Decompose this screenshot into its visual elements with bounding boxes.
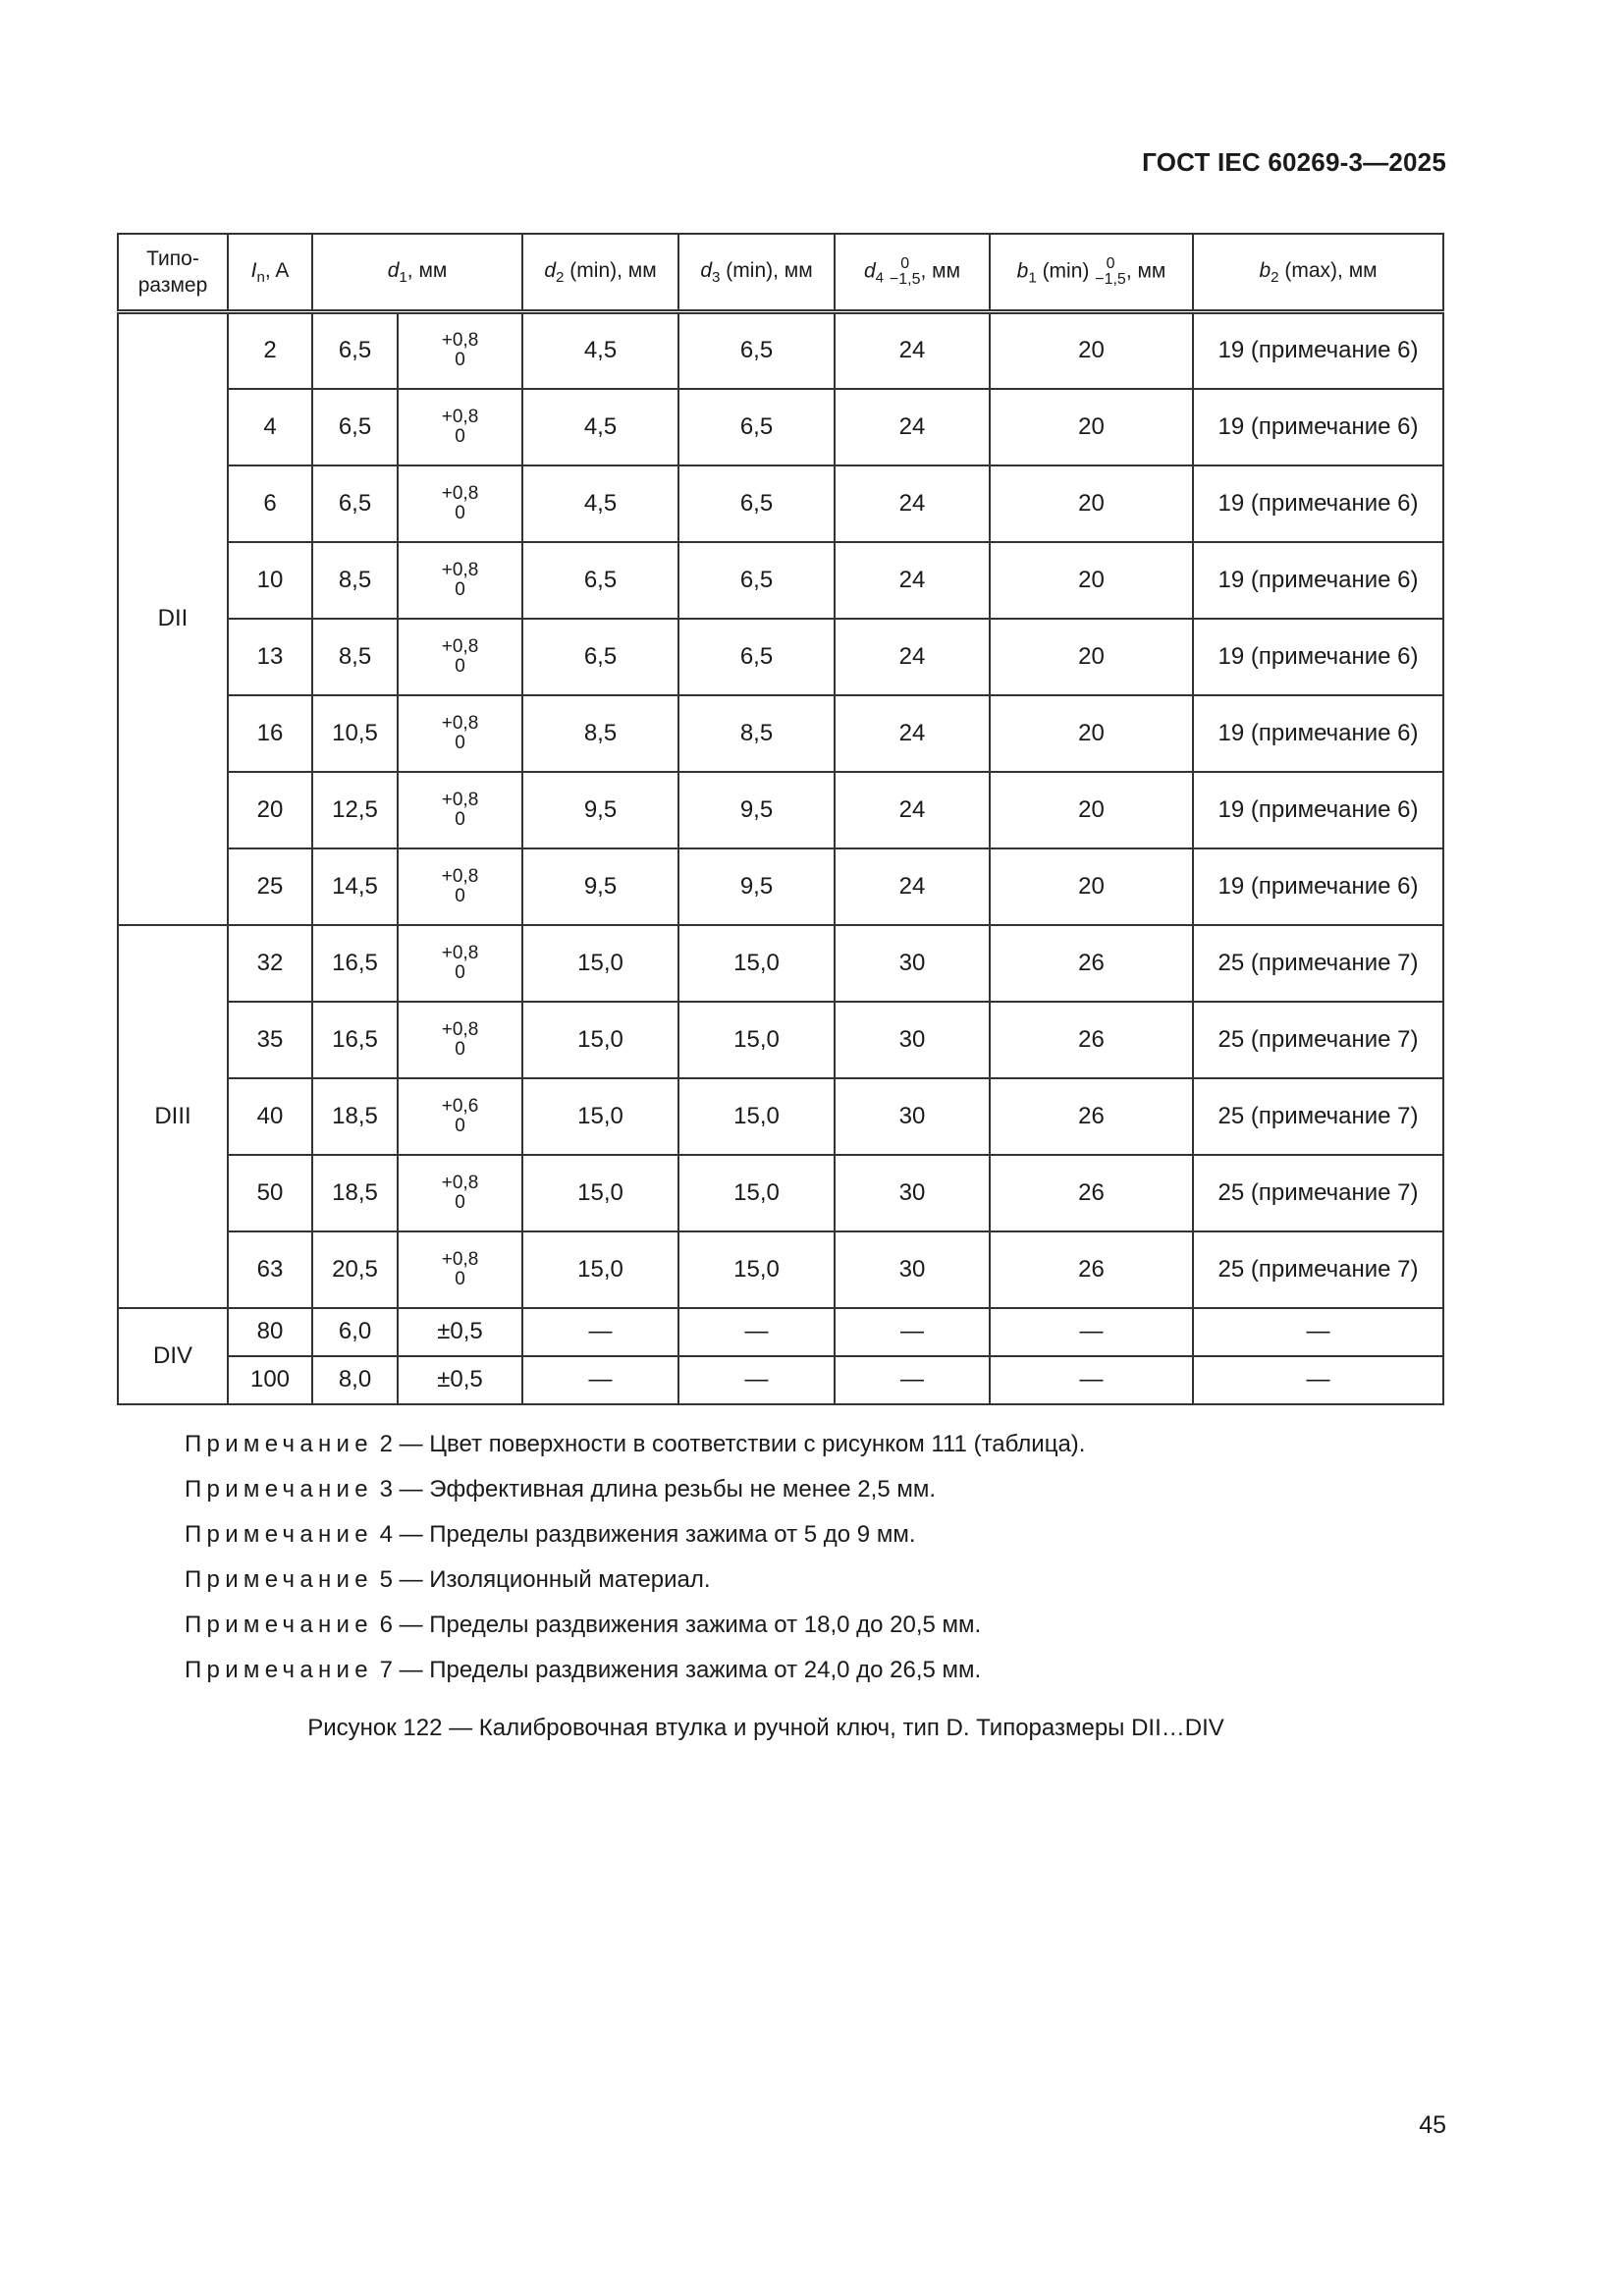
b1-cell: 20 (990, 465, 1193, 542)
note-label: Примечание (185, 1521, 373, 1548)
tolerance-fraction (442, 867, 479, 906)
b2-cell: — (1193, 1356, 1443, 1404)
d4-cell: — (835, 1356, 990, 1404)
tolerance-upper: +0,6 (441, 1095, 479, 1117)
notes-list (185, 1422, 1085, 1693)
tolerance-fraction (442, 1174, 479, 1213)
tolerance-lower: 0 (455, 425, 465, 447)
b2-cell: — (1193, 1308, 1443, 1356)
d1-value-cell: 16,5 (312, 1002, 398, 1078)
tolerance-upper: +0,8 (441, 712, 479, 734)
note-text: 2 — Цвет поверхности в соответствии с рисунком 111 (таблица). (379, 1431, 1086, 1457)
tolerance-lower: 0 (455, 885, 465, 906)
d2-cell: 6,5 (522, 619, 678, 695)
d4-cell: 24 (835, 848, 990, 925)
d4-cell: — (835, 1308, 990, 1356)
table-row (118, 848, 1443, 925)
tolerance-fraction (442, 1250, 479, 1289)
note-text: 4 — Пределы раздвижения зажима от 5 до 9 мм. (379, 1521, 916, 1548)
d3-cell: 9,5 (678, 772, 835, 848)
table-header-row (118, 234, 1443, 312)
tolerance-fraction (442, 331, 479, 370)
tolerance-upper: +0,8 (441, 1172, 479, 1193)
d1-tolerance-cell (398, 1155, 522, 1231)
d3-cell: 6,5 (678, 542, 835, 619)
d2-cell: 8,5 (522, 695, 678, 772)
tolerance-upper: +0,8 (441, 789, 479, 810)
tolerance-lower: 0 (455, 350, 465, 371)
tolerance-fraction (442, 1097, 479, 1136)
d1-tolerance-cell (398, 1002, 522, 1078)
b1-cell: — (990, 1356, 1193, 1404)
note-text: 5 — Изоляционный материал. (379, 1566, 711, 1593)
note-item (185, 1558, 1085, 1603)
b1-cell: 20 (990, 389, 1193, 465)
tolerance-upper: +0,8 (441, 482, 479, 504)
dimensions-table (117, 233, 1444, 1405)
b1-cell: 26 (990, 1231, 1193, 1308)
rated-current-cell: 20 (228, 772, 312, 848)
d1-value-cell: 8,0 (312, 1356, 398, 1404)
b1-cell: 26 (990, 925, 1193, 1002)
table-row (118, 1078, 1443, 1155)
d2-cell: — (522, 1308, 678, 1356)
tolerance-fraction (442, 714, 479, 753)
d1-tolerance-cell (398, 695, 522, 772)
d2-cell: 4,5 (522, 312, 678, 389)
tolerance-lower: 0 (455, 502, 465, 523)
header-d1: $d_1$, мм (312, 234, 522, 312)
d4-cell: 24 (835, 389, 990, 465)
d1-value-cell: 6,0 (312, 1308, 398, 1356)
b2-cell: 19 (примечание 6) (1193, 389, 1443, 465)
d3-cell: 15,0 (678, 1231, 835, 1308)
note-text: 7 — Пределы раздвижения зажима от 24,0 до 26,5 мм. (379, 1657, 982, 1683)
standard-header: ГОСТ IEC 60269-3—2025 (1142, 147, 1446, 177)
d3-cell: 15,0 (678, 1078, 835, 1155)
d3-cell: 9,5 (678, 848, 835, 925)
d2-cell: 15,0 (522, 925, 678, 1002)
header-d2: $d_2$ (min), мм (522, 234, 678, 312)
note-label: Примечание (185, 1431, 373, 1457)
rated-current-cell: 4 (228, 389, 312, 465)
d1-value-cell: 6,5 (312, 312, 398, 389)
d3-cell: 8,5 (678, 695, 835, 772)
d1-tolerance-cell: ±0,5 (398, 1356, 522, 1404)
d4-cell: 24 (835, 312, 990, 389)
note-text: 6 — Пределы раздвижения зажима от 18,0 до 20,5 мм. (379, 1612, 982, 1638)
rated-current-cell: 100 (228, 1356, 312, 1404)
d2-cell: 6,5 (522, 542, 678, 619)
d3-cell: 15,0 (678, 1155, 835, 1231)
d2-cell: 9,5 (522, 848, 678, 925)
note-item (185, 1512, 1085, 1558)
d1-tolerance-cell (398, 465, 522, 542)
table-row (118, 1308, 1443, 1356)
tolerance-upper: +0,8 (441, 406, 479, 427)
tolerance-lower: 0 (455, 655, 465, 677)
d4-cell: 24 (835, 695, 990, 772)
tolerance-upper: +0,8 (441, 330, 479, 352)
b1-cell: 20 (990, 542, 1193, 619)
b2-cell: 19 (примечание 6) (1193, 772, 1443, 848)
d1-value-cell: 6,5 (312, 389, 398, 465)
size-cell: DII (118, 312, 228, 925)
b1-cell: 20 (990, 312, 1193, 389)
tolerance-upper: +0,8 (441, 942, 479, 963)
note-label: Примечание (185, 1657, 373, 1683)
tolerance-lower: 0 (455, 732, 465, 753)
b1-cell: — (990, 1308, 1193, 1356)
b2-cell: 19 (примечание 6) (1193, 619, 1443, 695)
rated-current-cell: 50 (228, 1155, 312, 1231)
rated-current-cell: 2 (228, 312, 312, 389)
d4-cell: 30 (835, 1078, 990, 1155)
d1-tolerance-cell: ±0,5 (398, 1308, 522, 1356)
d3-cell: 15,0 (678, 1002, 835, 1078)
b1-cell: 26 (990, 1078, 1193, 1155)
tolerance-fraction (442, 944, 479, 983)
d1-value-cell: 8,5 (312, 619, 398, 695)
b2-cell: 19 (примечание 6) (1193, 848, 1443, 925)
b2-cell: 19 (примечание 6) (1193, 695, 1443, 772)
d2-cell: — (522, 1356, 678, 1404)
note-item (185, 1603, 1085, 1648)
table-row (118, 619, 1443, 695)
b2-cell: 25 (примечание 7) (1193, 1155, 1443, 1231)
tolerance-lower: 0 (455, 1115, 465, 1136)
b2-cell: 19 (примечание 6) (1193, 312, 1443, 389)
d1-tolerance-cell (398, 1078, 522, 1155)
d3-cell: 6,5 (678, 312, 835, 389)
d1-value-cell: 8,5 (312, 542, 398, 619)
d3-cell: — (678, 1308, 835, 1356)
d3-cell: 6,5 (678, 619, 835, 695)
rated-current-cell: 6 (228, 465, 312, 542)
table-row (118, 389, 1443, 465)
b1-cell: 20 (990, 619, 1193, 695)
d3-cell: 6,5 (678, 389, 835, 465)
rated-current-cell: 35 (228, 1002, 312, 1078)
d1-tolerance-cell (398, 389, 522, 465)
tolerance-lower: 0 (455, 578, 465, 600)
rated-current-cell: 10 (228, 542, 312, 619)
note-item (185, 1467, 1085, 1512)
d1-tolerance-cell (398, 1231, 522, 1308)
d3-cell: 6,5 (678, 465, 835, 542)
table-row (118, 1231, 1443, 1308)
tolerance-fraction (442, 408, 479, 447)
d2-cell: 15,0 (522, 1002, 678, 1078)
d1-tolerance-cell (398, 619, 522, 695)
d1-value-cell: 6,5 (312, 465, 398, 542)
b1-cell: 26 (990, 1002, 1193, 1078)
size-cell: DIII (118, 925, 228, 1308)
tolerance-upper: +0,8 (441, 559, 479, 580)
b2-cell: 25 (примечание 7) (1193, 925, 1443, 1002)
table-row (118, 695, 1443, 772)
d1-value-cell: 12,5 (312, 772, 398, 848)
table-row (118, 542, 1443, 619)
d4-cell: 24 (835, 772, 990, 848)
tolerance-fraction (442, 791, 479, 830)
tolerance-fraction (442, 484, 479, 523)
tolerance-upper: +0,8 (441, 1018, 479, 1040)
note-item (185, 1648, 1085, 1693)
d1-value-cell: 16,5 (312, 925, 398, 1002)
d4-cell: 30 (835, 1002, 990, 1078)
d4-cell: 24 (835, 465, 990, 542)
rated-current-cell: 25 (228, 848, 312, 925)
tolerance-fraction (442, 561, 479, 600)
d4-cell: 24 (835, 619, 990, 695)
tolerance-lower: 0 (455, 1038, 465, 1060)
table-body (118, 312, 1443, 1404)
table-row (118, 925, 1443, 1002)
note-label: Примечание (185, 1566, 373, 1593)
tolerance-upper: +0,8 (441, 635, 479, 657)
d1-value-cell: 18,5 (312, 1078, 398, 1155)
d4-cell: 24 (835, 542, 990, 619)
tolerance-lower: 0 (455, 961, 465, 983)
d4-cell: 30 (835, 925, 990, 1002)
d1-value-cell: 20,5 (312, 1231, 398, 1308)
rated-current-cell: 40 (228, 1078, 312, 1155)
header-b2: $b_2$ (max), мм (1193, 234, 1443, 312)
rated-current-cell: 63 (228, 1231, 312, 1308)
d1-tolerance-cell (398, 925, 522, 1002)
d3-cell: 15,0 (678, 925, 835, 1002)
b2-cell: 25 (примечание 7) (1193, 1078, 1443, 1155)
note-text: 3 — Эффективная длина резьбы не менее 2,5 мм. (379, 1476, 937, 1503)
d1-tolerance-cell (398, 772, 522, 848)
d4-cell: 30 (835, 1231, 990, 1308)
d1-value-cell: 18,5 (312, 1155, 398, 1231)
d1-value-cell: 10,5 (312, 695, 398, 772)
b1-cell: 20 (990, 695, 1193, 772)
d2-cell: 4,5 (522, 389, 678, 465)
header-size: Типо- размер (118, 234, 228, 312)
table-row (118, 312, 1443, 389)
tolerance-lower: 0 (455, 1268, 465, 1289)
d1-tolerance-cell (398, 542, 522, 619)
b1-cell: 20 (990, 772, 1193, 848)
header-d3: $d_3$ (min), мм (678, 234, 835, 312)
tolerance-fraction (442, 637, 479, 677)
tolerance-fraction (442, 1020, 479, 1060)
table-row (118, 772, 1443, 848)
table-row (118, 1356, 1443, 1404)
b1-cell: 20 (990, 848, 1193, 925)
header-b1: $b_1$ (min) 0 −1,5 , мм (990, 234, 1193, 312)
note-label: Примечание (185, 1612, 373, 1638)
d2-cell: 15,0 (522, 1155, 678, 1231)
b2-cell: 25 (примечание 7) (1193, 1231, 1443, 1308)
b2-cell: 19 (примечание 6) (1193, 542, 1443, 619)
rated-current-cell: 32 (228, 925, 312, 1002)
note-label: Примечание (185, 1476, 373, 1503)
d4-cell: 30 (835, 1155, 990, 1231)
d1-value-cell: 14,5 (312, 848, 398, 925)
size-cell: DIV (118, 1308, 228, 1404)
rated-current-cell: 80 (228, 1308, 312, 1356)
d1-tolerance-cell (398, 848, 522, 925)
tolerance-lower: 0 (455, 808, 465, 830)
rated-current-cell: 13 (228, 619, 312, 695)
page-number: 45 (1419, 2111, 1446, 2139)
d2-cell: 4,5 (522, 465, 678, 542)
table-row (118, 1155, 1443, 1231)
note-item (185, 1422, 1085, 1467)
tolerance-upper: +0,8 (441, 865, 479, 887)
tolerance-lower: 0 (455, 1191, 465, 1213)
table-row (118, 1002, 1443, 1078)
d2-cell: 15,0 (522, 1078, 678, 1155)
d1-tolerance-cell (398, 312, 522, 389)
b2-cell: 19 (примечание 6) (1193, 465, 1443, 542)
figure-caption: Рисунок 122 — Калибровочная втулка и ручной ключ, тип D. Типоразмеры DII…DIV (307, 1715, 1224, 1741)
header-rated-current: $I_n$, A (228, 234, 312, 312)
d2-cell: 15,0 (522, 1231, 678, 1308)
header-d4: $d_4$ 0 −1,5 , мм (835, 234, 990, 312)
b1-cell: 26 (990, 1155, 1193, 1231)
rated-current-cell: 16 (228, 695, 312, 772)
d3-cell: — (678, 1356, 835, 1404)
tolerance-upper: +0,8 (441, 1248, 479, 1270)
table-row (118, 465, 1443, 542)
d2-cell: 9,5 (522, 772, 678, 848)
b2-cell: 25 (примечание 7) (1193, 1002, 1443, 1078)
